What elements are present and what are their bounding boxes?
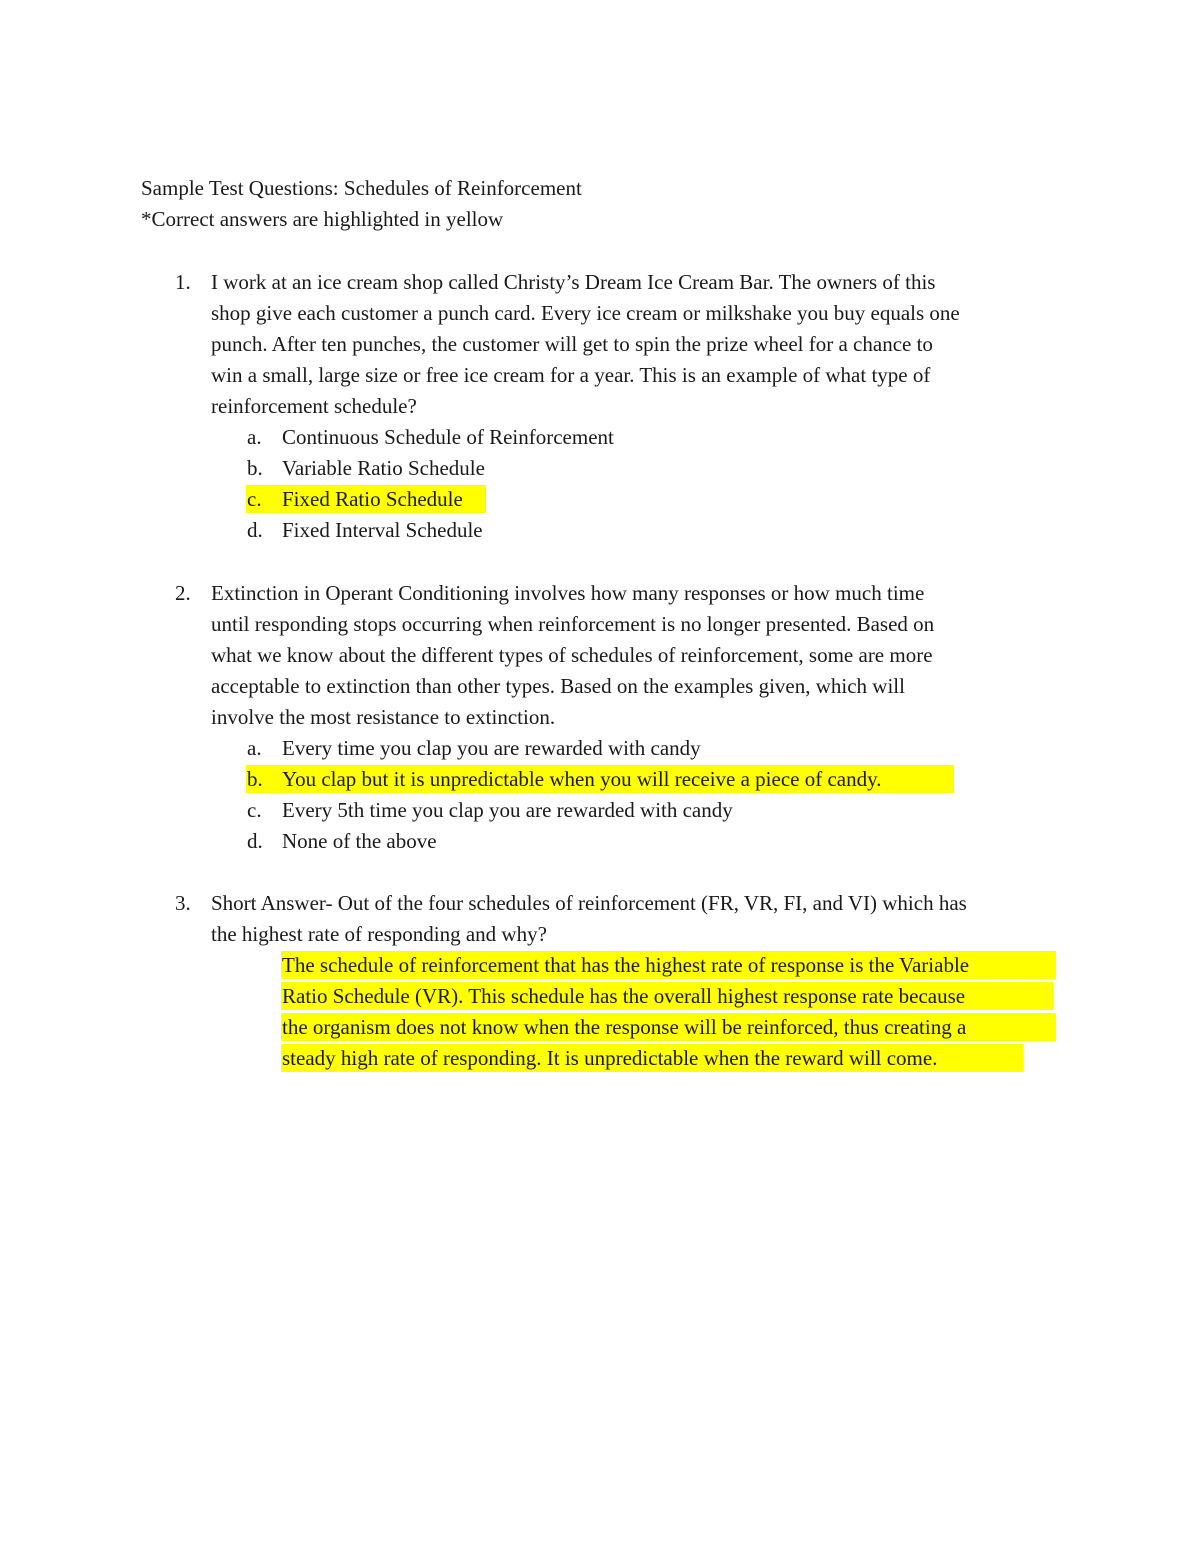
short-answer-line xyxy=(281,951,1056,979)
option-text: Fixed Interval Schedule xyxy=(282,518,483,542)
question-text-line: punch. After ten punches, the customer will get to spin the prize wheel for a chance to xyxy=(211,332,933,356)
option-letter: a. xyxy=(247,736,262,760)
option-text: Every 5th time you clap you are rewarded with candy xyxy=(282,798,733,822)
option-letter: b. xyxy=(247,767,263,791)
question-text-line: acceptable to extinction than other types. Based on the examples given, which will xyxy=(211,674,905,698)
option-text: None of the above xyxy=(282,829,437,853)
answer-text: Ratio Schedule (VR). This schedule has the overall highest response rate because xyxy=(282,984,966,1008)
option-letter: d. xyxy=(247,829,263,853)
question-number: 3. xyxy=(175,891,191,915)
option-text: Continuous Schedule of Reinforcement xyxy=(282,425,614,449)
correct-answer-highlight xyxy=(246,765,954,793)
question-number: 1. xyxy=(175,270,191,294)
option-letter: c. xyxy=(247,487,262,511)
question-text-line: the highest rate of responding and why? xyxy=(211,922,547,946)
answer-text: steady high rate of responding. It is unpredictable when the reward will come. xyxy=(282,1046,938,1070)
question-text-line: involve the most resistance to extinction. xyxy=(211,705,556,729)
question-text-line: until responding stops occurring when reinforcement is no longer presented. Based on xyxy=(211,612,935,636)
answer-text: The schedule of reinforcement that has the highest rate of response is the Variable xyxy=(282,953,970,977)
short-answer-line xyxy=(281,1013,1056,1041)
question-text-line: reinforcement schedule? xyxy=(211,394,417,418)
correct-answer-highlight xyxy=(246,485,486,513)
option-letter: c. xyxy=(247,798,262,822)
question-text-line: Extinction in Operant Conditioning involves how many responses or how much time xyxy=(211,581,925,605)
option-letter: a. xyxy=(247,425,262,449)
document-title: Sample Test Questions: Schedules of Reinforcement xyxy=(141,176,582,200)
option-text: You clap but it is unpredictable when you will receive a piece of candy. xyxy=(282,767,882,791)
short-answer-line xyxy=(281,982,1053,1010)
option-text: Variable Ratio Schedule xyxy=(282,456,485,480)
question-text-line: I work at an ice cream shop called Christy’s Dream Ice Cream Bar. The owners of this xyxy=(211,270,936,294)
highlight-note: *Correct answers are highlighted in yellow xyxy=(141,207,504,231)
question-text-line: shop give each customer a punch card. Every ice cream or milkshake you buy equals one xyxy=(211,301,960,325)
question-text-line: what we know about the different types of schedules of reinforcement, some are more xyxy=(211,643,933,667)
answer-text: the organism does not know when the response will be reinforced, thus creating a xyxy=(282,1015,967,1039)
short-answer-line xyxy=(281,1044,1023,1072)
question-text-line: Short Answer- Out of the four schedules of reinforcement (FR, VR, FI, and VI) which has xyxy=(211,891,967,915)
option-letter: b. xyxy=(247,456,263,480)
option-text: Fixed Ratio Schedule xyxy=(282,487,463,511)
option-letter: d. xyxy=(247,518,263,542)
option-text: Every time you clap you are rewarded with candy xyxy=(282,736,701,760)
question-number: 2. xyxy=(175,581,191,605)
question-text-line: win a small, large size or free ice cream for a year. This is an example of what type of xyxy=(211,363,931,387)
